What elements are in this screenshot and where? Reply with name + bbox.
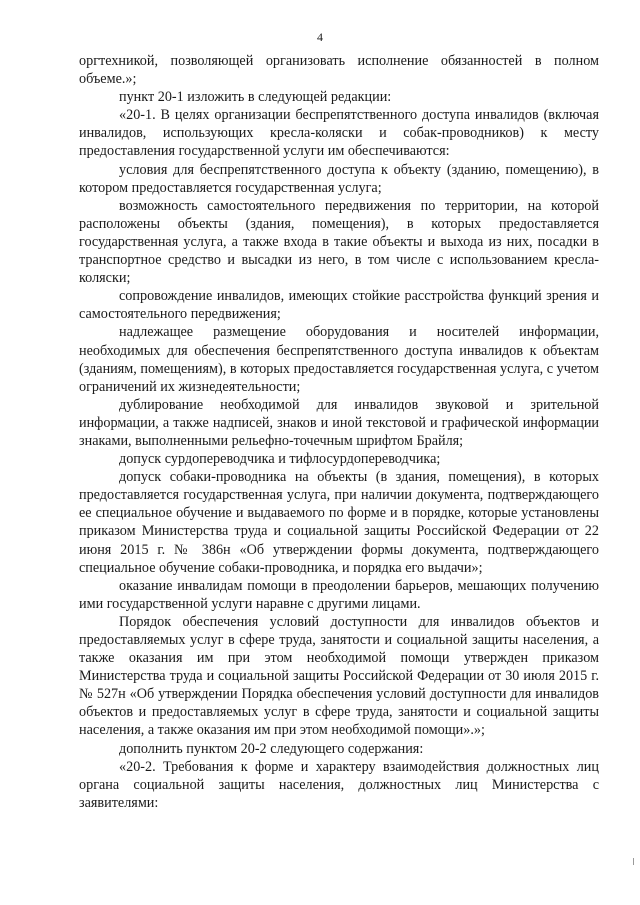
paragraph-20-2-heading: «20-2. Требования к форме и характеру взаимодействия должностных лиц органа социальной защиты населения, должностных лиц Министерства с заявителями: [79,758,599,811]
scan-edge-mark [633,858,634,865]
paragraph-accessibility-procedure: Порядок обеспечения условий доступности для инвалидов объектов и предоставляемых услуг в сфере труда, занятости и социальной защиты населения, а также оказания им при этом необходимой помощи утвержден приказом Министерства труда и социальной защиты Российской Федерации от 30 июля 2015 г. № 527н «Об утверждении Порядка обеспечения условий доступности для инвалидов объектов и предоставляемых услуг в сфере труда, занятости и социальной защиты населения, а также оказания им при этом необходимой помощи».»; [79,613,599,739]
paragraph-escort: сопровождение инвалидов, имеющих стойкие расстройства функций зрения и самостоятельного передвижения; [79,288,599,323]
paragraph-independent-movement: возможность самостоятельного передвижения по территории, на которой расположены объекты (здания, помещения), в которых предоставляется государственная услуга, а также входа в такие объекты и выхода из них, посадки в транспортное средство и высадки из него, в том числе с использованием кресла-коляски; [79,197,599,287]
page-number: 4 [317,30,323,44]
paragraph-amendment-20-2-intro: дополнить пунктом 20-2 следующего содержания: [119,740,424,757]
document-body [79,52,599,812]
paragraph-barrier-assistance: оказание инвалидам помощи в преодолении барьеров, мешающих получению ими государственной услуги наравне с другими лицами. [79,577,599,612]
paragraph-access-conditions: условия для беспрепятственного доступа к объекту (зданию, помещению), в котором предоставляется государственная услуга; [79,161,599,196]
paragraph-sign-interpreter: допуск сурдопереводчика и тифлосурдопереводчика; [119,451,441,468]
paragraph-guide-dog: допуск собаки-проводника на объекты (в здания, помещения), в которых предоставляется государственная услуга, при наличии документа, подтверждающего ее специальное обучение и выдаваемого по форме и в порядке, которые установлены приказом Министерства труда и социальной защиты Российской Федерации от 22 июня 2015 г. № 386н «Об утверждении формы документа, подтверждающего специальное обучение собаки-проводника, и порядка его выдачи»; [79,469,599,576]
paragraph-amendment-20-1-intro: пункт 20-1 изложить в следующей редакции: [119,89,392,106]
paragraph-20-1-heading: «20-1. В целях организации беспрепятственного доступа инвалидов (включая инвалидов, использующих кресла-коляски и собак-проводников) к месту предоставления государственной услуги им обеспечиваются: [79,107,599,160]
paragraph-equipment-placement: надлежащее размещение оборудования и носителей информации, необходимых для обеспечения беспрепятственного доступа инвалидов к объектам (зданиям, помещениям), в которых предоставляется государственная услуга, с учетом ограничений их жизнедеятельности; [79,324,599,395]
paragraph-continuation: оргтехникой, позволяющей организовать исполнение обязанностей в полном объеме.»; [79,53,599,88]
paragraph-information-duplication: дублирование необходимой для инвалидов звуковой и зрительной информации, а также надписей, знаков и иной текстовой и графической информации знаками, выполненными рельефно-точечным шрифтом Брайля; [79,396,599,449]
